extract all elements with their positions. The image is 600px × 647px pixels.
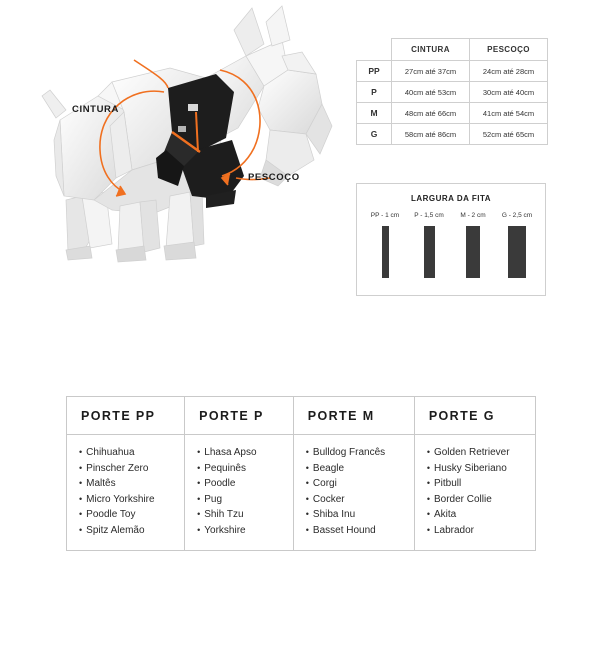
list-item: • Maltês [79, 476, 178, 492]
strap-label-pp: PP - 1 cm [370, 212, 400, 219]
header-pescoco: PESCOÇO [470, 39, 548, 61]
breed-cell-p [185, 435, 294, 551]
strap-width-bars [357, 223, 545, 278]
bar-cell-m [451, 223, 495, 278]
strap-width-panel [356, 183, 546, 296]
row-size-m: M [357, 103, 392, 124]
list-item: • Poodle Toy [79, 507, 178, 523]
list-item: • Bulldog Francês [306, 445, 408, 461]
breed-cell-m [293, 435, 414, 551]
strap-label-g: G - 2,5 cm [501, 212, 533, 219]
list-item: • Shih Tzu [197, 507, 287, 523]
list-item: • Beagle [306, 461, 408, 477]
list-item: • Yorkshire [197, 523, 287, 539]
callout-label-waist: CINTURA [72, 104, 119, 115]
breed-row [67, 435, 536, 551]
list-item: • Micro Yorkshire [79, 492, 178, 508]
strap-bar-m [466, 226, 480, 278]
bar-cell-p [407, 223, 451, 278]
list-item: • Corgi [306, 476, 408, 492]
callout-label-neck: PESCOÇO [248, 172, 300, 183]
breed-header-m: PORTE M [293, 397, 414, 435]
row-size-g: G [357, 124, 392, 145]
table-row [357, 82, 548, 103]
list-item: • Pinscher Zero [79, 461, 178, 477]
list-item: • Spitz Alemão [79, 523, 178, 539]
strap-label-p: P - 1,5 cm [414, 212, 444, 219]
harness-illustration [0, 0, 350, 310]
list-item: • Border Collie [427, 492, 529, 508]
list-item: • Shiba Inu [306, 507, 408, 523]
measurement-table [356, 38, 548, 145]
breed-size-table [66, 396, 536, 551]
list-item: • Akita [427, 507, 529, 523]
breed-header-pp: PORTE PP [67, 397, 185, 435]
list-item: • Pitbull [427, 476, 529, 492]
strap-label-m: M - 2 cm [460, 212, 486, 219]
table-row [357, 103, 548, 124]
list-item: • Chihuahua [79, 445, 178, 461]
cell-cintura-g: 58cm até 86cm [392, 124, 470, 145]
dog-figure-icon [20, 0, 340, 310]
cell-cintura-p: 40cm até 53cm [392, 82, 470, 103]
table-row [357, 61, 548, 82]
breed-header-row [67, 397, 536, 435]
breed-list-m [306, 445, 408, 538]
cell-pescoco-pp: 24cm até 28cm [470, 61, 548, 82]
breed-cell-pp [67, 435, 185, 551]
breed-header-g: PORTE G [414, 397, 535, 435]
table-row [357, 124, 548, 145]
breed-header-p: PORTE P [185, 397, 294, 435]
strap-bar-g [508, 226, 526, 278]
cell-cintura-m: 48cm até 66cm [392, 103, 470, 124]
bar-cell-pp [363, 223, 407, 278]
list-item: • Pug [197, 492, 287, 508]
list-item: • Cocker [306, 492, 408, 508]
list-item: • Pequinês [197, 461, 287, 477]
breed-list-p [197, 445, 287, 538]
bar-cell-g [495, 223, 539, 278]
strap-bar-p [424, 226, 435, 278]
breed-list-pp [79, 445, 178, 538]
breed-cell-g [414, 435, 535, 551]
table-header-row [357, 39, 548, 61]
cell-pescoco-m: 41cm até 54cm [470, 103, 548, 124]
list-item: • Husky Siberiano [427, 461, 529, 477]
strap-width-labels [357, 212, 545, 219]
header-cintura: CINTURA [392, 39, 470, 61]
list-item: • Lhasa Apso [197, 445, 287, 461]
list-item: • Golden Retriever [427, 445, 529, 461]
strap-bar-pp [382, 226, 389, 278]
cell-pescoco-p: 30cm até 40cm [470, 82, 548, 103]
row-size-p: P [357, 82, 392, 103]
header-blank [357, 39, 392, 61]
list-item: • Poodle [197, 476, 287, 492]
list-item: • Labrador [427, 523, 529, 539]
cell-pescoco-g: 52cm até 65cm [470, 124, 548, 145]
row-size-pp: PP [357, 61, 392, 82]
cell-cintura-pp: 27cm até 37cm [392, 61, 470, 82]
strap-width-title: LARGURA DA FITA [410, 194, 492, 203]
breed-list-g [427, 445, 529, 538]
list-item: • Basset Hound [306, 523, 408, 539]
